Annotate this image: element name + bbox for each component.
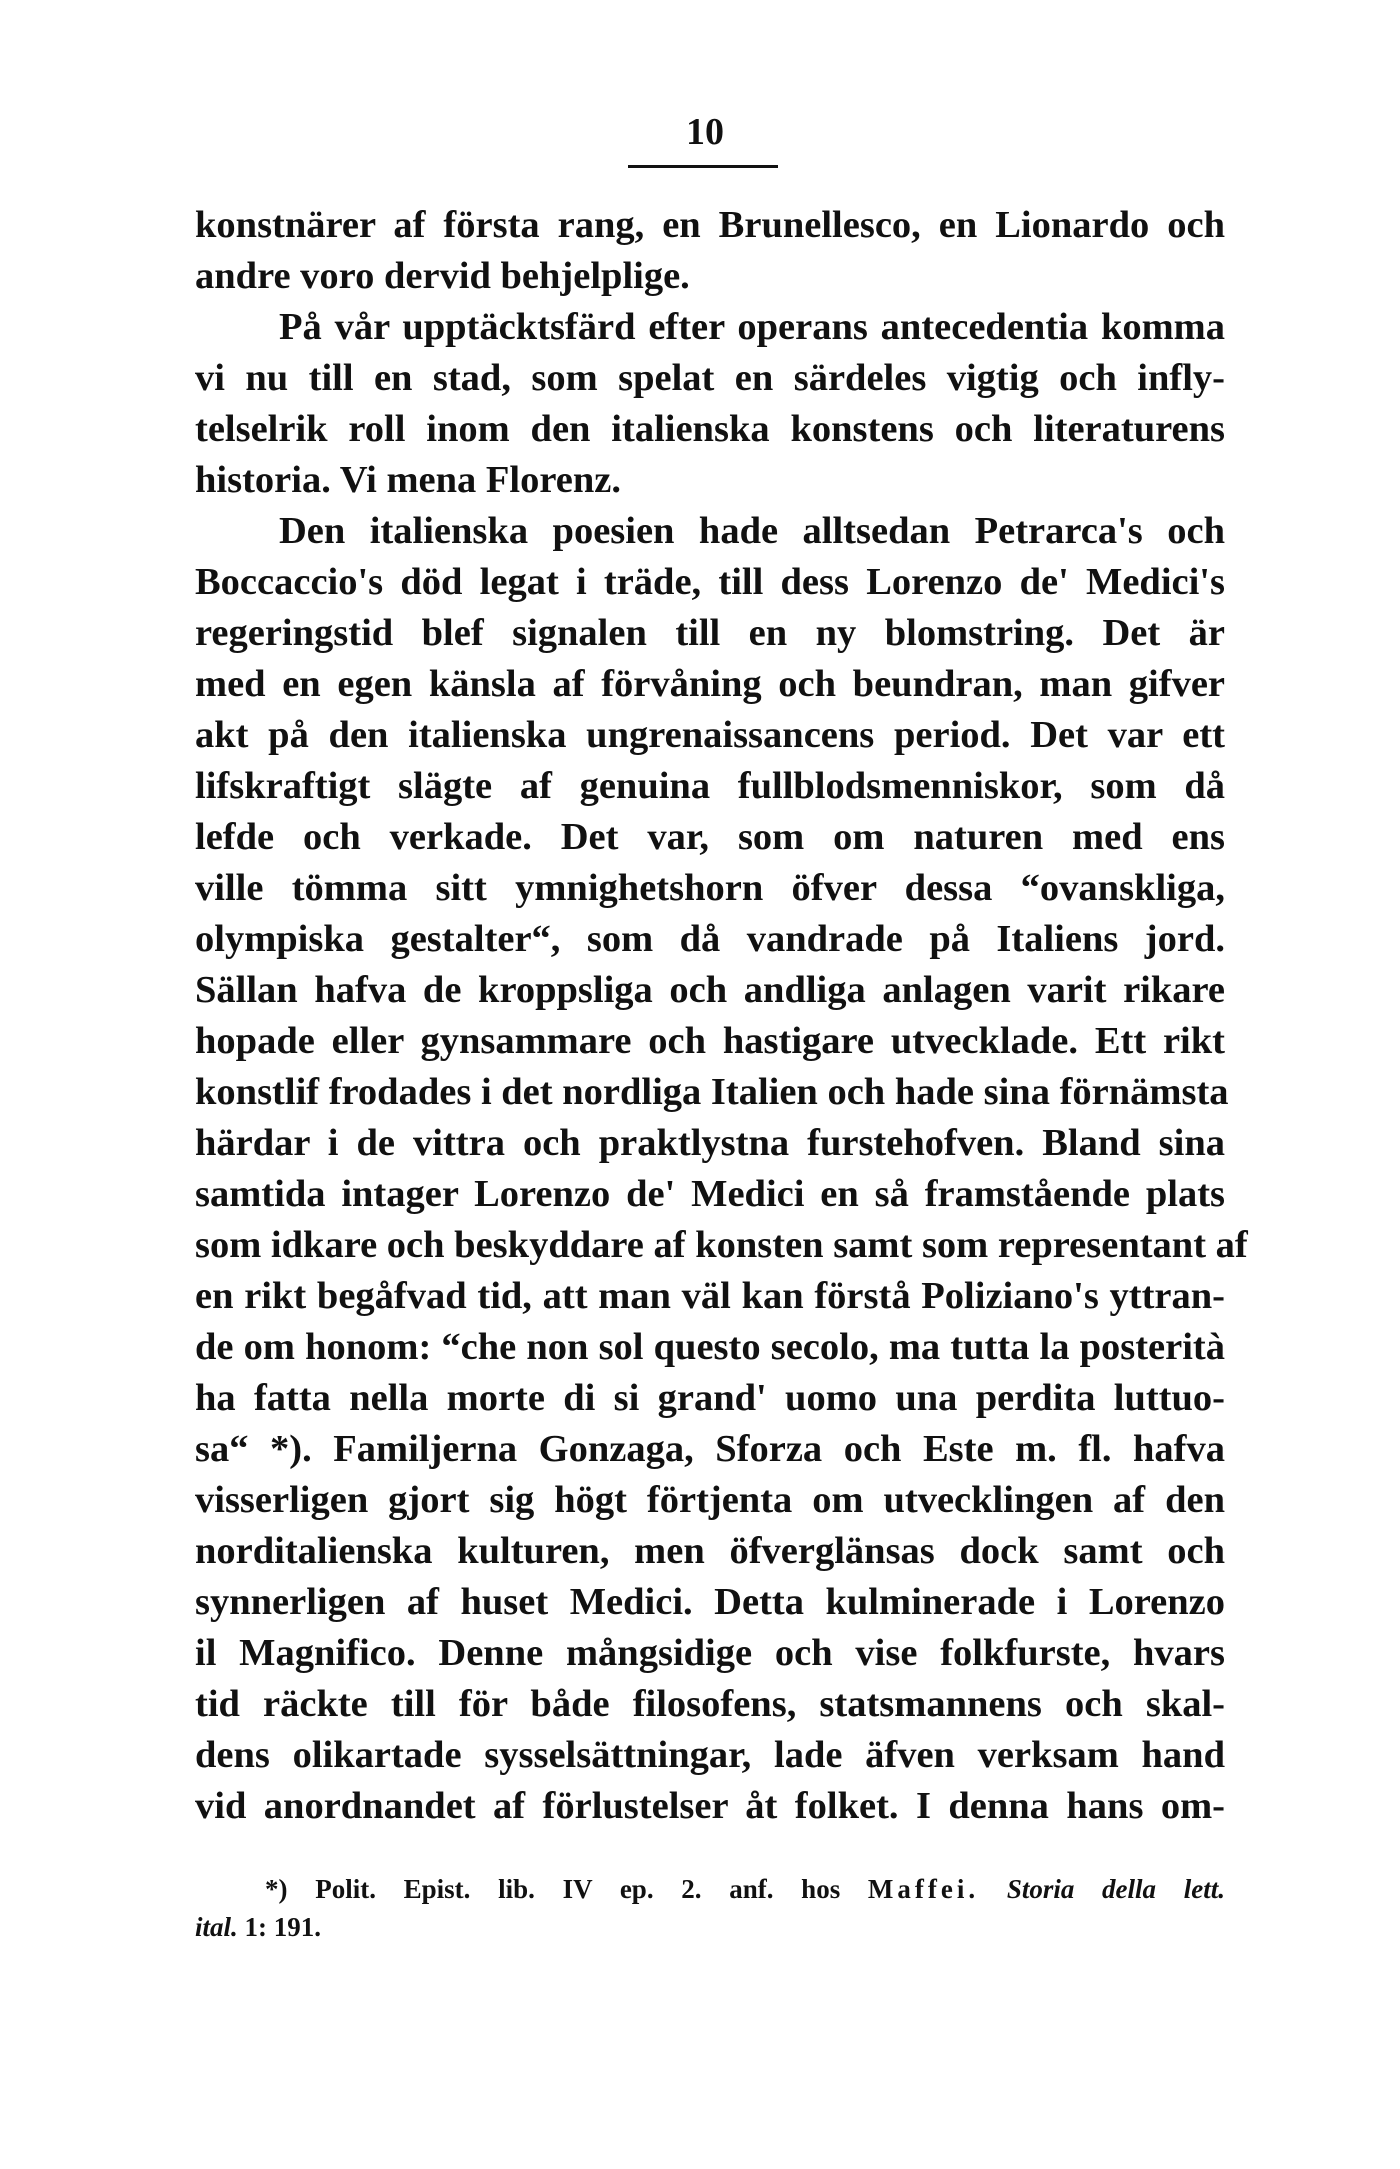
text-line: dens olikartade sysselsättningar, lade äfven verksam hand xyxy=(195,1734,1225,1776)
text-line: ha fatta nella morte di si grand' uomo una perdita luttuo- xyxy=(195,1377,1225,1419)
text-line: lifskraftigt slägte af genuina fullblodsmenniskor, som då xyxy=(195,765,1225,807)
text-line: På vår upptäcktsfärd efter operans antecedentia komma xyxy=(279,306,1225,348)
text-line: Den italienska poesien hade alltsedan Petrarca's och xyxy=(279,510,1225,552)
text-line: regeringstid blef signalen till en ny blomstring. Det är xyxy=(195,612,1225,654)
footnote-line xyxy=(195,1870,1225,1908)
text-line: vid anordnandet af förlustelser åt folket. I denna hans om- xyxy=(195,1785,1225,1827)
footnote-title: Storia della lett. xyxy=(1006,1874,1225,1904)
text-line: härdar i de vittra och praktlystna furstehofven. Bland sina xyxy=(195,1122,1225,1164)
footnote-line xyxy=(195,1908,1225,1946)
footnote xyxy=(195,1870,1225,1946)
text-line: andre voro dervid behjelplige. xyxy=(195,255,690,297)
text-line: lefde och verkade. Det var, som om naturen med ens xyxy=(195,816,1225,858)
text-line: Boccaccio's död legat i träde, till dess Lorenzo de' Medici's xyxy=(195,561,1225,603)
text-line: de om honom: “che non sol questo secolo, ma tutta la posterità xyxy=(195,1326,1225,1368)
text-line: il Magnifico. Denne mångsidige och vise folkfurste, hvars xyxy=(195,1632,1225,1674)
text-line: ville tömma sitt ymnighetshorn öfver dessa “ovanskliga, xyxy=(195,867,1225,909)
footnote-reference: 1: 191. xyxy=(244,1912,322,1942)
text-line: akt på den italienska ungrenaissancens period. Det var ett xyxy=(195,714,1225,756)
text-line: med en egen känsla af förvåning och beundran, man gifver xyxy=(195,663,1225,705)
footnote-author: Maffei. xyxy=(867,1874,980,1904)
page-number-rule xyxy=(628,165,778,168)
text-line: hopade eller gynsammare och hastigare utvecklade. Ett rikt xyxy=(195,1020,1225,1062)
text-line: en rikt begåfvad tid, att man väl kan förstå Poliziano's yttran- xyxy=(195,1275,1225,1317)
text-line: synnerligen af huset Medici. Detta kulminerade i Lorenzo xyxy=(195,1581,1225,1623)
text-line: konstnärer af första rang, en Brunellesco, en Lionardo och xyxy=(195,204,1225,246)
body-text xyxy=(195,200,1248,1832)
text-line: telselrik roll inom den italienska konstens och literaturens xyxy=(195,408,1225,450)
text-line: historia. Vi mena Florenz. xyxy=(195,459,621,501)
text-line: sa“ *). Familjerna Gonzaga, Sforza och Este m. fl. hafva xyxy=(195,1428,1225,1470)
text-line: visserligen gjort sig högt förtjenta om utvecklingen af den xyxy=(195,1479,1225,1521)
text-line: olympiska gestalter“, som då vandrade på Italiens jord. xyxy=(195,918,1225,960)
text-line: tid räckte till för både filosofens, statsmannens och skal- xyxy=(195,1683,1225,1725)
text-line: Sällan hafva de kroppsliga och andliga anlagen varit rikare xyxy=(195,969,1225,1011)
text-line: som idkare och beskyddare af konsten samt som representant af xyxy=(195,1224,1248,1266)
text-line: norditalienska kulturen, men öfverglänsas dock samt och xyxy=(195,1530,1225,1572)
footnote-marker: *) xyxy=(265,1874,288,1904)
text-line: konstlif frodades i det nordliga Italien och hade sina förnämsta xyxy=(195,1071,1229,1113)
text-line: vi nu till en stad, som spelat en särdeles vigtig och infly- xyxy=(195,357,1225,399)
footnote-title-cont: ital. xyxy=(195,1912,238,1942)
page-number: 10 xyxy=(686,111,724,153)
footnote-text: Polit. Epist. lib. IV ep. 2. anf. hos xyxy=(315,1874,841,1904)
text-line: samtida intager Lorenzo de' Medici en så framstående plats xyxy=(195,1173,1225,1215)
